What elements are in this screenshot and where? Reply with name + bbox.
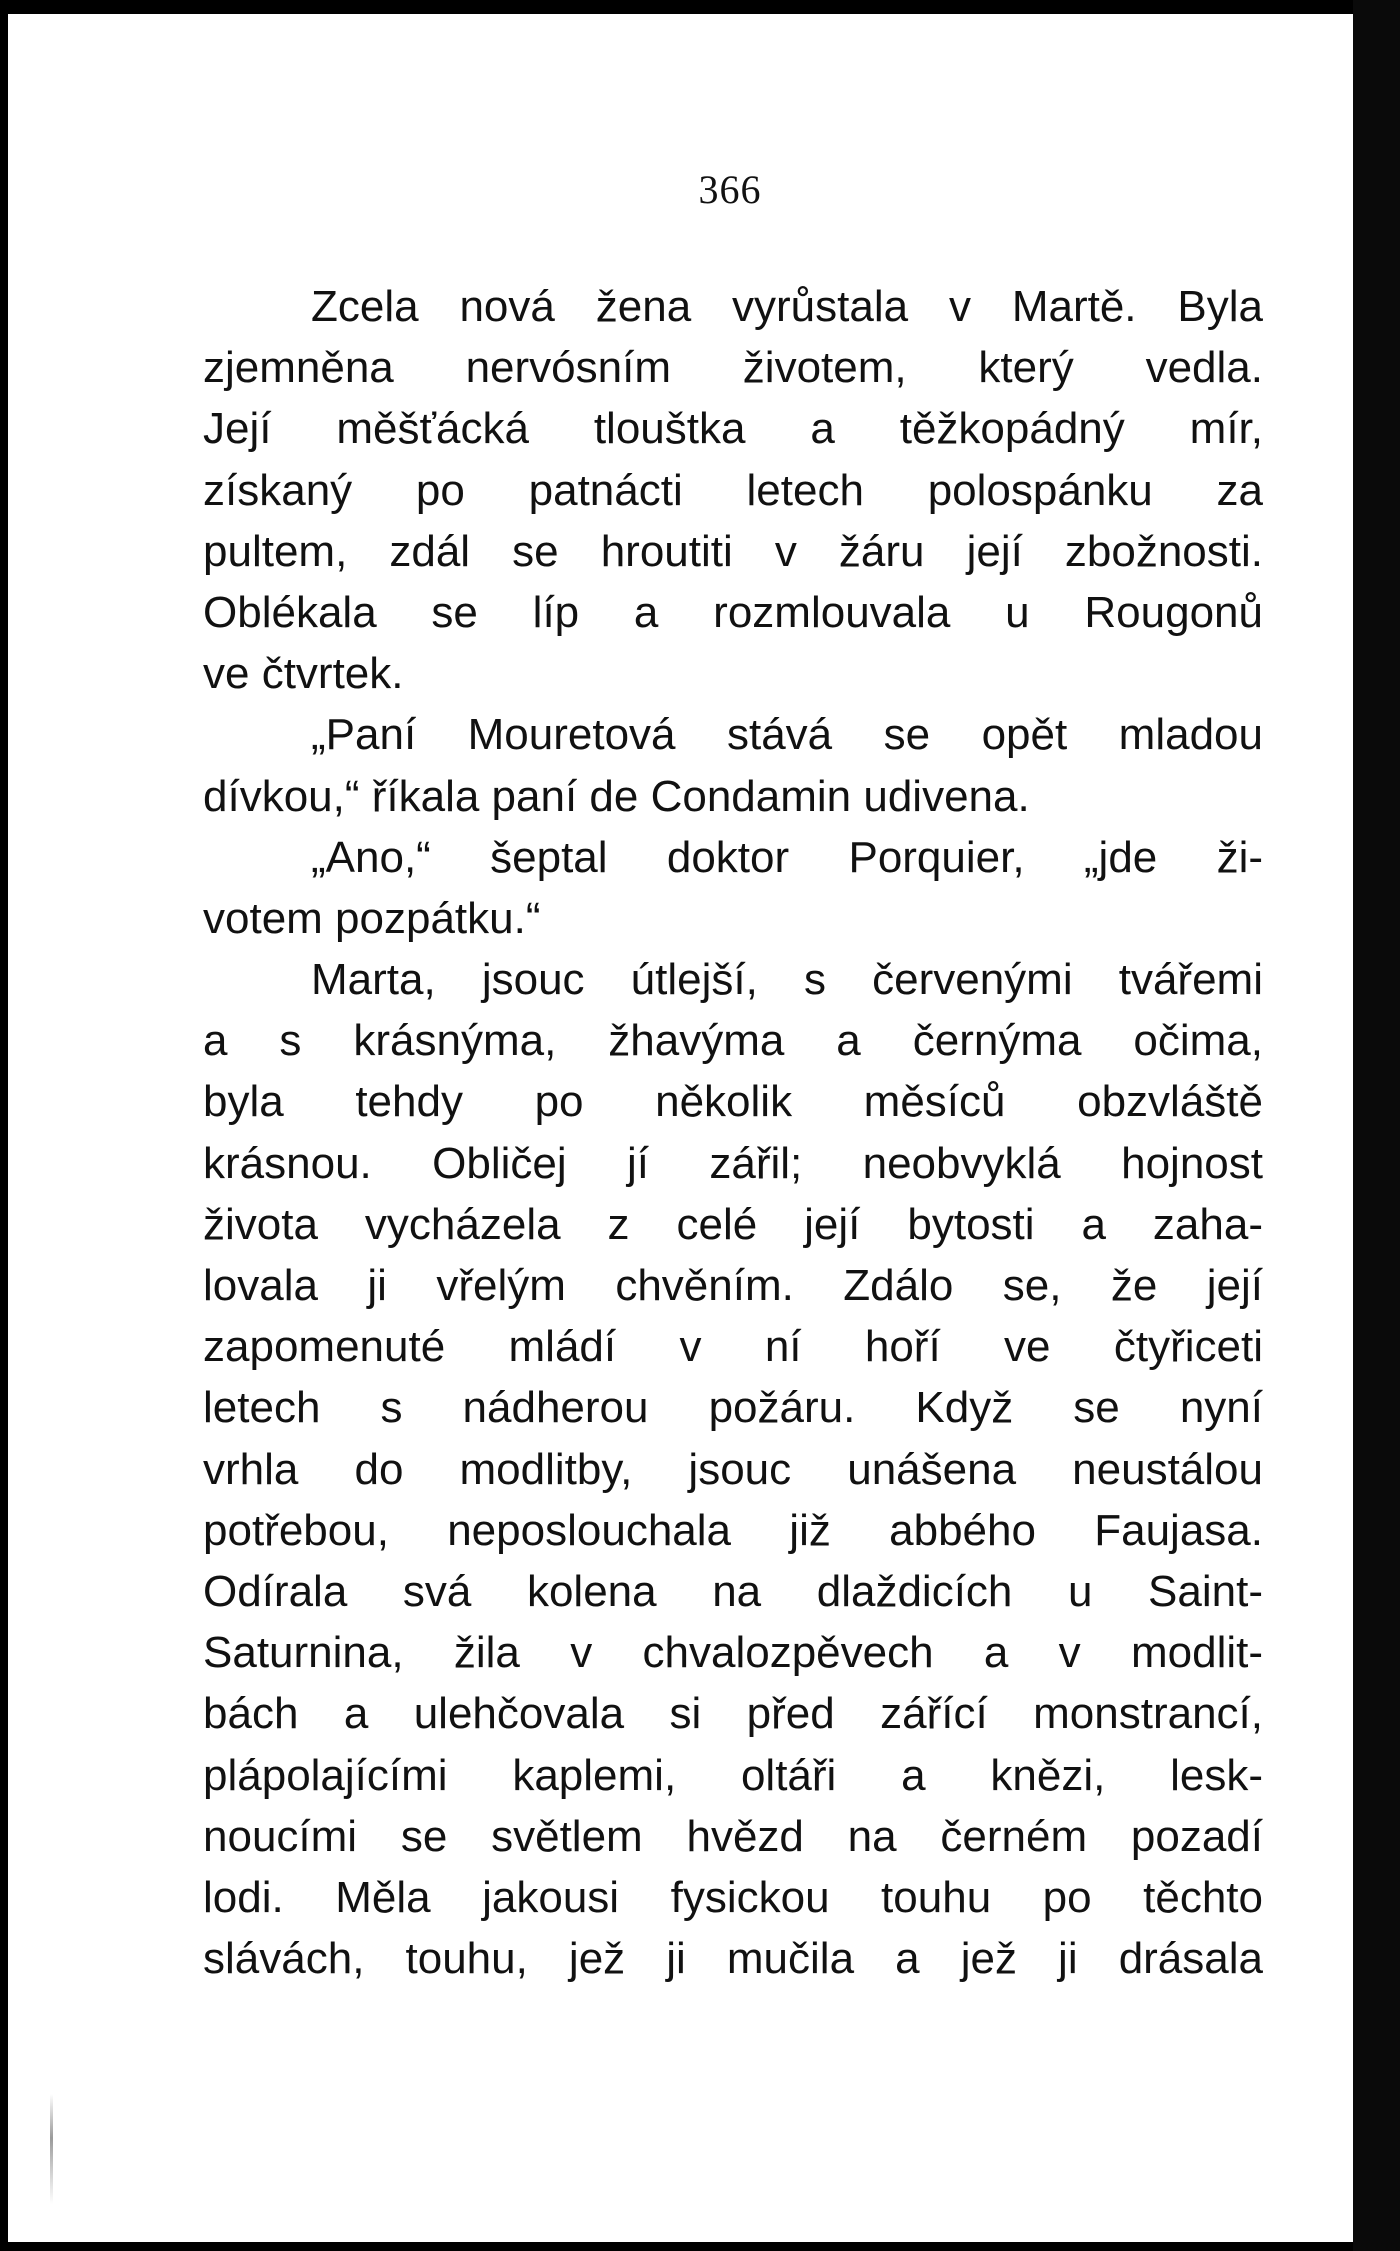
text-line: „Paní Mouretová stává se opět mladou [311,710,1263,760]
text-line: votem pozpátku.“ [203,893,541,943]
text-line: krásnou. Obličej jí zářil; neobvyklá hojnost [203,1138,1263,1188]
text-line: života vycházela z celé její bytosti a zaha- [203,1199,1263,1249]
text-line: Oblékala se líp a rozmlouvala u Rougonů [203,587,1263,637]
body-text [203,276,1263,1989]
text-line: pultem, zdál se hroutiti v žáru její zbožnosti. [203,526,1263,576]
text-line: Její měšťácká tlouštka a těžkopádný mír, [203,404,1263,454]
text-line: lovala ji vřelým chvěním. Zdálo se, že její [203,1261,1263,1310]
margin-smudge [50,2094,53,2204]
page-number: 366 [698,167,762,212]
text-line: „Ano,“ šeptal doktor Porquier, „jde ži- [311,832,1263,882]
text-line: Saturnina, žila v chvalozpěvech a v modlit- [203,1628,1263,1678]
text-line: získaný po patnácti letech polospánku za [203,465,1263,515]
text-line: zapomenuté mládí v ní hoří ve čtyřiceti [203,1322,1263,1372]
text-line: lodi. Měla jakousi fysickou touhu po těchto [203,1872,1263,1922]
text-line: potřebou, neposlouchala již abbého Faujasa. [203,1505,1263,1555]
text-line: Marta, jsouc útlejší, s červenými tvářemi [311,955,1263,1005]
text-line: Zcela nová žena vyrůstala v Martě. Byla [311,282,1263,331]
text-line: plápolajícími kaplemi, oltáři a knězi, lesk- [203,1750,1263,1800]
text-line: ve čtvrtek. [203,649,404,699]
text-line: byla tehdy po několik měsíců obzvláště [203,1077,1263,1127]
text-line: slávách, touhu, jež ji mučila a jež ji drásala [203,1934,1263,1984]
text-line: letech s nádherou požáru. Když se nyní [203,1383,1263,1433]
page-edge-shadow [1353,0,1400,2251]
text-line: dívkou,“ říkala paní de Condamin udivena. [203,771,1030,821]
text-line: bách a ulehčovala si před zářící monstrancí, [203,1689,1263,1739]
text-line: noucími se světlem hvězd na černém pozadí [203,1811,1263,1861]
text-line: zjemněna nervósním životem, který vedla. [203,343,1263,393]
text-line: vrhla do modlitby, jsouc unášena neustálou [203,1444,1263,1494]
text-line: a s krásnýma, žhavýma a černýma očima, [203,1016,1263,1066]
text-line: Odírala svá kolena na dlaždicích u Saint- [203,1566,1263,1616]
